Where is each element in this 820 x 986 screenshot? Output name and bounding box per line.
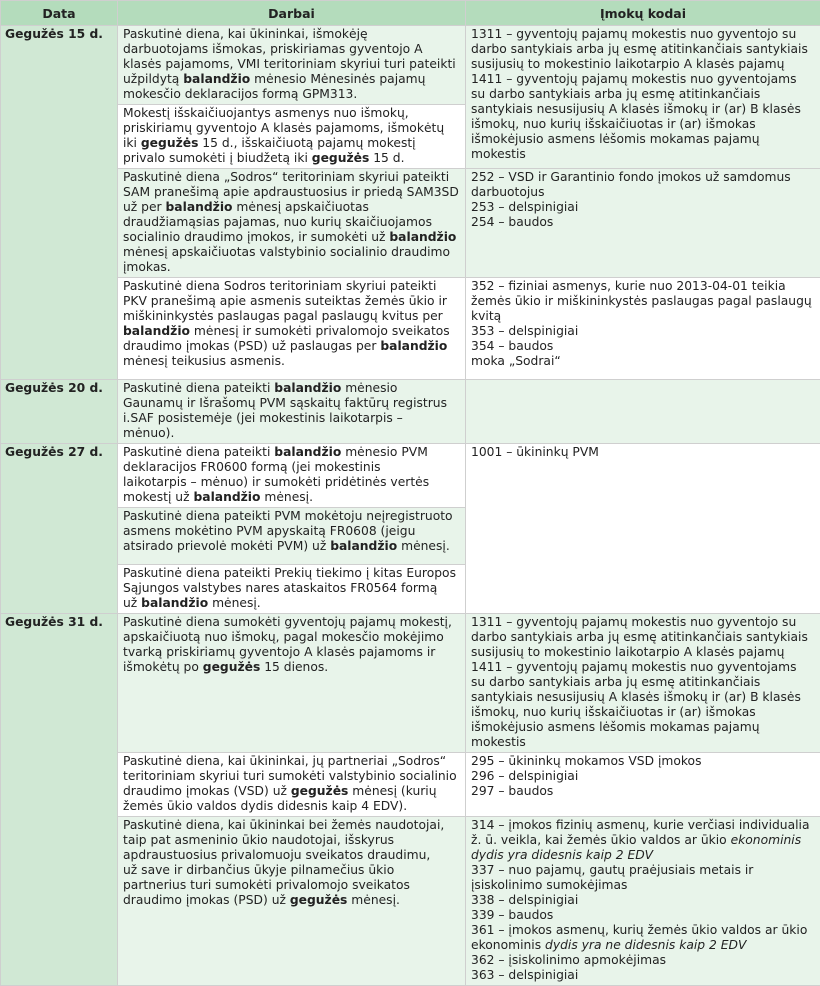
task-cell bbox=[118, 26, 466, 105]
text-line: mokesčio deklaracijos formą GPM313. bbox=[123, 87, 460, 102]
text-line: su darbo santykiais arba jų esmę atitinkančiais bbox=[471, 87, 815, 102]
text-line: Paskutinė diena pateikti PVM mokėtoju neįregistruoto bbox=[123, 509, 460, 524]
text-line: mėnesį teikusius asmenis. bbox=[123, 354, 460, 369]
text-line: 339 – baudos bbox=[471, 908, 815, 923]
task-cell bbox=[118, 753, 466, 817]
text-line: 353 – delspinigiai bbox=[471, 324, 815, 339]
table-row bbox=[1, 817, 820, 986]
text-line: SAM pranešimą apie apdraustuosius ir priedą SAM3SD bbox=[123, 185, 460, 200]
text-line: balandžio mėnesį ir sumokėti privalomojo sveikatos bbox=[123, 324, 460, 339]
codes-cell bbox=[466, 169, 820, 278]
text-line: Paskutinė diena, kai ūkininkai, išmokėję bbox=[123, 27, 460, 42]
text-line: Paskutinė diena pateikti balandžio mėnesio bbox=[123, 381, 460, 396]
text-line: išmokėtų po gegužės 15 dienos. bbox=[123, 660, 460, 675]
text-line: Paskutinė diena „Sodros“ teritoriniam skyriui pateikti bbox=[123, 170, 460, 185]
text-line: darbuotojus bbox=[471, 185, 815, 200]
text-line: klasės pajamoms, VMI teritoriniam skyriui turi pateikti bbox=[123, 57, 460, 72]
text-line: 252 – VSD ir Garantinio fondo įmokos už samdomus bbox=[471, 170, 815, 185]
text-line: su darbo santykiais arba jų esmę atitinkančiais bbox=[471, 675, 815, 690]
task-cell bbox=[118, 817, 466, 986]
text-line: santykiais nesusijusių A klasės išmokų ir (ar) B klasės bbox=[471, 690, 815, 705]
table-row bbox=[1, 26, 820, 105]
text-line: mėnuo). bbox=[123, 426, 460, 441]
codes-cell bbox=[466, 753, 820, 817]
header-codes: Įmokų kodai bbox=[466, 1, 820, 26]
text-line: moka „Sodrai“ bbox=[471, 354, 815, 369]
date-cell: Gegužės 20 d. bbox=[1, 380, 118, 444]
text-line: kvitą bbox=[471, 309, 815, 324]
text-line: 363 – delspinigiai bbox=[471, 968, 815, 983]
codes-cell bbox=[466, 817, 820, 986]
text-line: išmokų, nuo kurių išskaičiuotas ir (ar) išmokas bbox=[471, 705, 815, 720]
text-line: 1411 – gyventojų pajamų mokestis nuo gyventojams bbox=[471, 72, 815, 87]
text-line: 295 – ūkininkų mokamos VSD įmokos bbox=[471, 754, 815, 769]
text-line: Gaunamų ir Išrašomų PVM sąskaitų faktūrų registrus bbox=[123, 396, 460, 411]
task-cell bbox=[118, 380, 466, 444]
text-line: 352 – fiziniai asmenys, kurie nuo 2013-04-01 teikia bbox=[471, 279, 815, 294]
text-line: draudimo įmokas (VSD) už gegužės mėnesį (kurių bbox=[123, 784, 460, 799]
text-line: mėnesį apskaičiuotas valstybinio socialinio draudimo bbox=[123, 245, 460, 260]
text-line: už per balandžio mėnesį apskaičiuotas bbox=[123, 200, 460, 215]
text-line: teritoriniam skyriui turi sumokėti valstybinio socialinio bbox=[123, 769, 460, 784]
text-line: Paskutinė diena sumokėti gyventojų pajamų mokestį, bbox=[123, 615, 460, 630]
text-line: deklaracijos FR0600 formą (jei mokestinis bbox=[123, 460, 460, 475]
text-line: miškininkystės paslaugas pagal paslaugų kvitus per bbox=[123, 309, 460, 324]
header-date: Data bbox=[1, 1, 118, 26]
header-row bbox=[1, 1, 820, 26]
text-line: išmokų, nuo kurių išskaičiuotas ir (ar) išmokas bbox=[471, 117, 815, 132]
text-line: už balandžio mėnesį. bbox=[123, 596, 460, 611]
text-line: žemės ūkio valdos dydis didesnis kaip 4 EDV). bbox=[123, 799, 460, 814]
task-cell bbox=[118, 169, 466, 278]
task-cell bbox=[118, 508, 466, 565]
text-line: dydis yra didesnis kaip 2 EDV bbox=[471, 848, 815, 863]
text-line: 297 – baudos bbox=[471, 784, 815, 799]
table-row bbox=[1, 753, 820, 817]
text-line: Sąjungos valstybes nares ataskaitos FR0564 formą bbox=[123, 581, 460, 596]
codes-cell bbox=[466, 278, 820, 380]
text-line: priskiriamų gyventojo A klasės pajamoms, išmokėtų bbox=[123, 121, 460, 136]
codes-cell bbox=[466, 614, 820, 753]
text-line: laikotarpis – mėnuo) ir sumokėti pridėtinės vertės bbox=[123, 475, 460, 490]
text-line: mokestis bbox=[471, 147, 815, 162]
text-line: Paskutinė diena, kai ūkininkai, jų partneriai „Sodros“ bbox=[123, 754, 460, 769]
text-line: tvarką priskiriamų gyventojo A klasės pajamoms ir bbox=[123, 645, 460, 660]
text-line: i.SAF posistemėje (jei mokestinis laikotarpis – bbox=[123, 411, 460, 426]
text-line: 362 – įsiskolinimo apmokėjimas bbox=[471, 953, 815, 968]
text-line: ž. ū. veikla, kai žemės ūkio valdos ar ūkio ekonominis bbox=[471, 833, 815, 848]
text-line: partnerius turi sumokėti privalomojo sveikatos bbox=[123, 878, 460, 893]
date-cell: Gegužės 31 d. bbox=[1, 614, 118, 986]
text-line: užpildytą balandžio mėnesio Mėnesinės pajamų bbox=[123, 72, 460, 87]
text-line: Mokestį išskaičiuojantys asmenys nuo išmokų, bbox=[123, 106, 460, 121]
text-line: 1311 – gyventojų pajamų mokestis nuo gyventojo su bbox=[471, 27, 815, 42]
codes-cell bbox=[466, 444, 820, 614]
text-line: už save ir dirbančius ūkyje pilnamečius ūkio bbox=[123, 863, 460, 878]
date-cell: Gegužės 27 d. bbox=[1, 444, 118, 614]
text-line: 337 – nuo pajamų, gautų praėjusiais metais ir bbox=[471, 863, 815, 878]
text-line: 254 – baudos bbox=[471, 215, 815, 230]
text-line: atsirado prievolė mokėti PVM) už balandžio mėnesį. bbox=[123, 539, 460, 554]
text-line: iki gegužės 15 d., išskaičiuotą pajamų mokestį bbox=[123, 136, 460, 151]
text-line: ekonominis dydis yra ne didesnis kaip 2 EDV bbox=[471, 938, 815, 953]
text-line: išmokėjusio asmens lėšomis mokamas pajamų bbox=[471, 720, 815, 735]
text-line: žemės ūkio ir miškininkystės paslaugas pagal paslaugų bbox=[471, 294, 815, 309]
table-row bbox=[1, 380, 820, 444]
text-line: mokestį už balandžio mėnesį. bbox=[123, 490, 460, 505]
text-line: asmens mokėtino PVM apyskaitą FR0608 (jeigu bbox=[123, 524, 460, 539]
text-line: apdraustuosius privalomuoju sveikatos draudimu, bbox=[123, 848, 460, 863]
text-line: 338 – delspinigiai bbox=[471, 893, 815, 908]
text-line: draudžiamąsias pajamas, nuo kurių skaičiuojamos bbox=[123, 215, 460, 230]
table-row bbox=[1, 444, 820, 508]
text-line: darbuotojams išmokas, priskiriamas gyventojo A bbox=[123, 42, 460, 57]
text-line: susijusių to mokestinio laikotarpio A klasės pajamų bbox=[471, 57, 815, 72]
text-line: įsiskolinimo sumokėjimas bbox=[471, 878, 815, 893]
text-line: mokestis bbox=[471, 735, 815, 750]
task-cell bbox=[118, 614, 466, 753]
text-line: įmokas. bbox=[123, 260, 460, 275]
text-line: 1311 – gyventojų pajamų mokestis nuo gyventojo su bbox=[471, 615, 815, 630]
text-line: išmokėjusio asmens lėšomis mokamas pajamų bbox=[471, 132, 815, 147]
date-cell: Gegužės 15 d. bbox=[1, 26, 118, 380]
text-line: draudimo įmokas (PSD) už paslaugas per balandžio bbox=[123, 339, 460, 354]
table-row bbox=[1, 278, 820, 380]
text-line: taip pat asmeninio ūkio naudotojai, išskyrus bbox=[123, 833, 460, 848]
text-line: Paskutinė diena Sodros teritoriniam skyriui pateikti bbox=[123, 279, 460, 294]
text-line: susijusių to mokestinio laikotarpio A klasės pajamų bbox=[471, 645, 815, 660]
text-line: santykiais nesusijusių A klasės išmokų ir (ar) B klasės bbox=[471, 102, 815, 117]
text-line: draudimo įmokas (PSD) už gegužės mėnesį. bbox=[123, 893, 460, 908]
text-line: 253 – delspinigiai bbox=[471, 200, 815, 215]
task-cell bbox=[118, 565, 466, 614]
task-cell bbox=[118, 278, 466, 380]
text-line: 1411 – gyventojų pajamų mokestis nuo gyventojams bbox=[471, 660, 815, 675]
codes-cell bbox=[466, 26, 820, 169]
text-line: Paskutinė diena, kai ūkininkai bei žemės naudotojai, bbox=[123, 818, 460, 833]
text-line: darbo santykiais arba jų esmę atitinkančiais santykiais bbox=[471, 42, 815, 57]
text-line: PKV pranešimą apie asmenis suteiktas žemės ūkio ir bbox=[123, 294, 460, 309]
text-line: 361 – įmokos asmenų, kurių žemės ūkio valdos ar ūkio bbox=[471, 923, 815, 938]
table-row bbox=[1, 169, 820, 278]
text-line: 314 – įmokos fizinių asmenų, kurie verčiasi individualia bbox=[471, 818, 815, 833]
text-line: privalo sumokėti į biudžetą iki gegužės 15 d. bbox=[123, 151, 460, 166]
text-line: apskaičiuotą nuo išmokų, pagal mokesčio mokėjimo bbox=[123, 630, 460, 645]
text-line: 354 – baudos bbox=[471, 339, 815, 354]
text-line: darbo santykiais arba jų esmę atitinkančiais santykiais bbox=[471, 630, 815, 645]
task-cell bbox=[118, 444, 466, 508]
codes-cell bbox=[466, 380, 820, 444]
task-cell bbox=[118, 105, 466, 169]
text-line: 1001 – ūkininkų PVM bbox=[471, 445, 815, 460]
text-line: Paskutinė diena pateikti Prekių tiekimo į kitas Europos bbox=[123, 566, 460, 581]
text-line: 296 – delspinigiai bbox=[471, 769, 815, 784]
text-line: Paskutinė diena pateikti balandžio mėnesio PVM bbox=[123, 445, 460, 460]
table-row bbox=[1, 614, 820, 753]
text-line: socialinio draudimo įmokos, ir sumokėti už balandžio bbox=[123, 230, 460, 245]
header-tasks: Darbai bbox=[118, 1, 466, 26]
